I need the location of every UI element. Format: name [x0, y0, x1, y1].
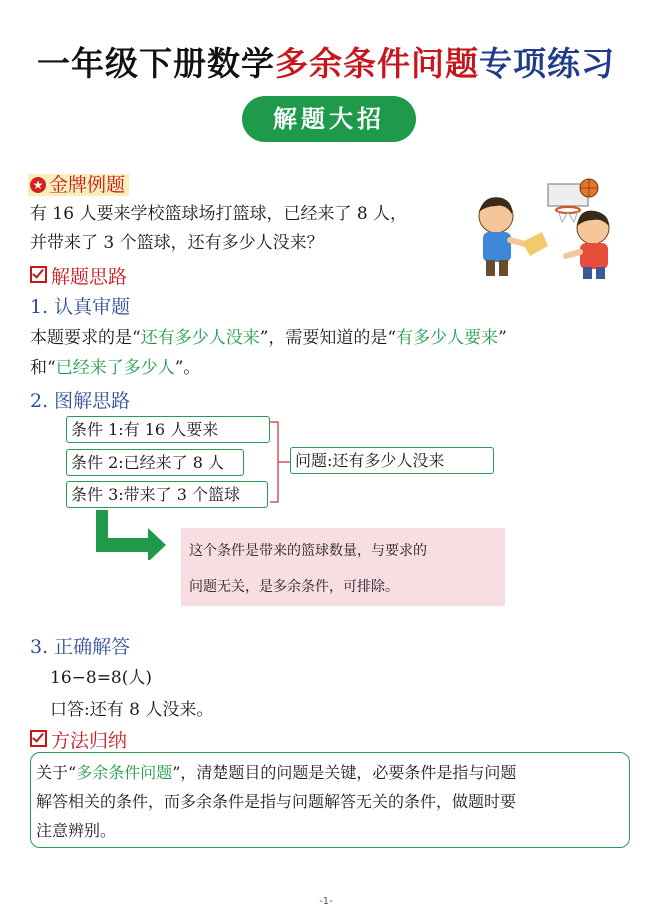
step1-line-2 [30, 354, 200, 382]
star-icon: ★ [30, 177, 46, 193]
title-part-2: 多余条件问题 [275, 44, 479, 83]
bracket [268, 420, 292, 506]
method-heading [30, 726, 127, 753]
equation: 16−8=8(人) [50, 668, 153, 688]
step1-highlight-need-2: 已经来了多少人 [55, 358, 175, 378]
step1-line-1 [30, 324, 507, 352]
summary-line-2: 解答相关的条件，而多余条件是指与问题解答无关的条件，做题时要 [36, 792, 517, 811]
step1-highlight-question: 还有多少人没来 [140, 328, 260, 348]
kid-left-body [483, 232, 511, 262]
answer: 口答:还有 8 人没来。 [50, 700, 214, 720]
title-part-3: 专项练习 [479, 44, 615, 83]
example-heading-label: 金牌例题 [49, 174, 126, 196]
summary-line-1 [36, 758, 625, 787]
question-box: 问题:还有多少人没来 [290, 447, 494, 474]
condition-box-2: 条件 2:已经来了 8 人 [66, 449, 244, 476]
title-part-1: 一年级下册数学 [37, 44, 275, 83]
arrow-icon [92, 508, 172, 560]
step1-text-h: ”。 [174, 358, 201, 378]
step1-text-a: 本题要求的是“ [30, 328, 141, 348]
note-line-1: 这个条件是带来的篮球数量，与要求的 [189, 543, 427, 559]
step1-title: 1. 认真审题 [30, 296, 131, 318]
method-heading-label: 方法归纳 [51, 730, 128, 752]
box [522, 232, 548, 256]
step1-text-e: ” [498, 328, 507, 348]
summary-text-c: ”，清楚题目的问题是关键，必要条件是指与问题 [172, 763, 517, 782]
example-line-1: 有 16 人要来学校篮球场打篮球，已经来了 8 人， [30, 204, 408, 224]
checkbox-icon [30, 730, 47, 747]
summary-highlight: 多余条件问题 [76, 763, 173, 782]
step1-highlight-need-1: 有多少人要来 [396, 328, 499, 348]
note-line-2: 问题无关，是多余条件，可排除。 [189, 579, 399, 595]
note-box [181, 528, 505, 606]
summary-text-a: 关于“ [36, 763, 77, 782]
kid-right-body [580, 243, 608, 269]
summary-box [30, 752, 630, 848]
condition-box-1: 条件 1:有 16 人要来 [66, 416, 270, 443]
approach-heading [30, 262, 127, 289]
step3-title: 3. 正确解答 [30, 636, 131, 658]
summary-line-3: 注意辨别。 [36, 821, 117, 840]
step1-text-f: 和“ [30, 358, 56, 378]
approach-heading-label: 解题思路 [51, 266, 128, 288]
section-badge: 解题大招 [242, 96, 416, 142]
kids-basketball-illustration [466, 176, 626, 280]
condition-box-3: 条件 3:带来了 3 个篮球 [66, 481, 268, 508]
page-number: -1- [319, 896, 333, 907]
step1-text-c: ”，需要知道的是“ [259, 328, 397, 348]
step2-title: 2. 图解思路 [30, 390, 131, 412]
example-heading [28, 170, 129, 197]
example-line-2: 并带来了 3 个篮球，还有多少人没来？ [30, 233, 324, 253]
checkbox-icon [30, 266, 47, 283]
page-title [0, 38, 652, 85]
